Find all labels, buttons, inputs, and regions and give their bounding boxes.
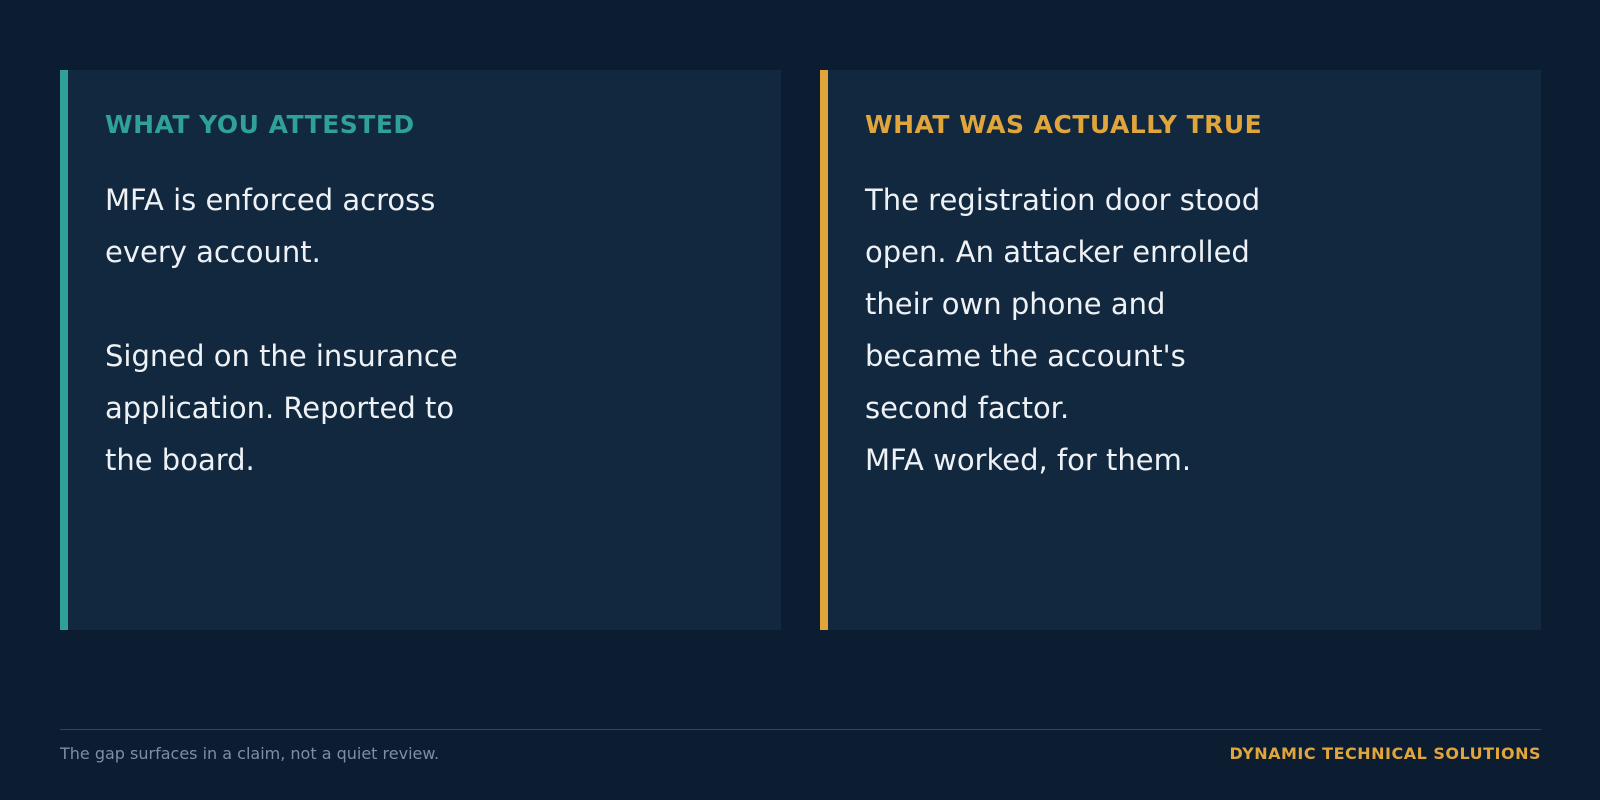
footer-divider [60,729,1541,730]
footer-tagline: The gap surfaces in a claim, not a quiet review. [60,744,440,763]
attested-body [105,174,485,486]
footer-brand: DYNAMIC TECHNICAL SOLUTIONS [1229,744,1541,763]
attested-heading: WHAT YOU ATTESTED [105,110,415,139]
actual-accent-bar [820,70,828,630]
attested-accent-bar [60,70,68,630]
attested-paragraph-2: Signed on the insurance application. Reported to the board. [105,339,458,477]
attested-paragraph-1: MFA is enforced across every account. [105,183,436,269]
actual-paragraph-1: The registration door stood open. An attacker enrolled their own phone and became the account's second factor. [865,183,1261,425]
actual-heading: WHAT WAS ACTUALLY TRUE [865,110,1263,139]
attested-panel [60,70,781,630]
actual-panel [820,70,1541,630]
actual-body [865,174,1275,486]
actual-paragraph-2: MFA worked, for them. [865,443,1192,477]
